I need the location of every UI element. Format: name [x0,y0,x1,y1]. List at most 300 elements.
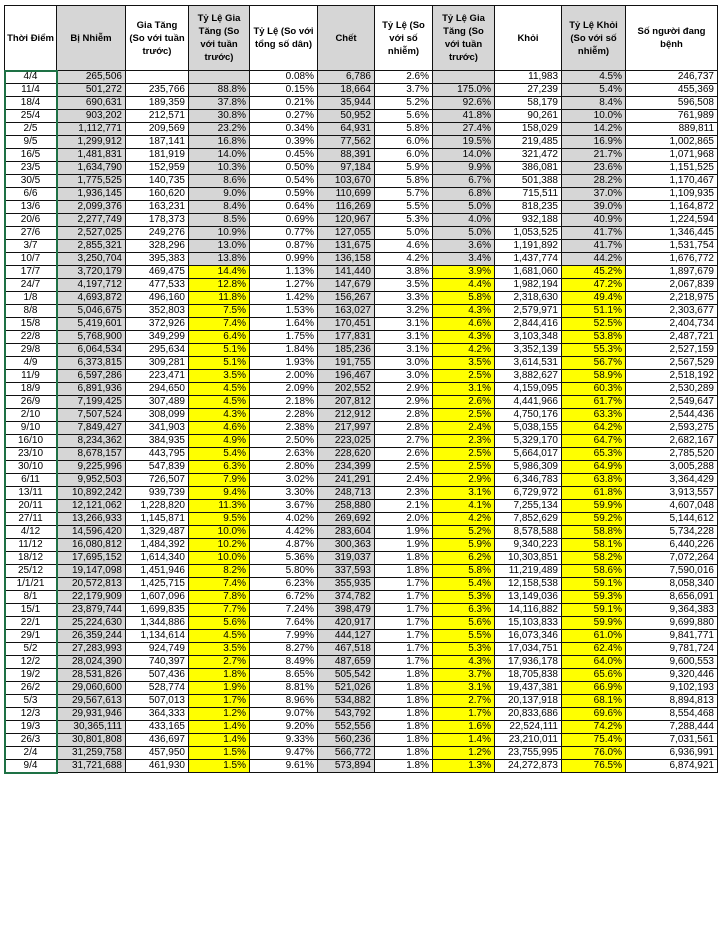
cell-recovered[interactable]: 2,318,630 [495,292,562,305]
cell-deaths[interactable]: 300,363 [318,539,375,552]
cell-increase[interactable]: 352,803 [126,305,189,318]
cell-date[interactable]: 30/10 [5,461,57,474]
cell-active[interactable]: 1,224,594 [626,214,718,227]
cell-date[interactable]: 11/4 [5,84,57,97]
cell-increase[interactable]: 349,299 [126,331,189,344]
cell-recovered[interactable]: 12,158,538 [495,578,562,591]
cell-infected[interactable]: 22,179,909 [57,591,126,604]
cell-pop-pct[interactable]: 6.72% [250,591,318,604]
cell-increase-pct[interactable]: 10.9% [189,227,250,240]
cell-deaths[interactable]: 248,713 [318,487,375,500]
cell-increase[interactable]: 924,749 [126,643,189,656]
cell-date[interactable]: 8/1 [5,591,57,604]
cell-active[interactable]: 9,364,383 [626,604,718,617]
cell-infected[interactable]: 28,024,390 [57,656,126,669]
cell-recovered-pct[interactable]: 14.2% [562,123,626,136]
cell-recovered[interactable]: 17,034,751 [495,643,562,656]
cell-recovered-pct[interactable]: 55.3% [562,344,626,357]
cell-recovered-pct[interactable]: 8.4% [562,97,626,110]
cell-recovered-pct[interactable]: 53.8% [562,331,626,344]
cell-recovered[interactable]: 20,833,686 [495,708,562,721]
header-pop-pct[interactable]: Tỷ Lệ (So với tổng số dân) [250,6,318,71]
cell-increase[interactable]: 364,333 [126,708,189,721]
cell-pop-pct[interactable]: 8.65% [250,669,318,682]
cell-active[interactable]: 2,682,167 [626,435,718,448]
cell-deaths[interactable]: 355,935 [318,578,375,591]
cell-active[interactable]: 596,508 [626,97,718,110]
cell-death-increase-pct[interactable]: 4.0% [433,214,495,227]
cell-recovered-pct[interactable]: 37.0% [562,188,626,201]
cell-date[interactable]: 18/9 [5,383,57,396]
cell-active[interactable]: 4,607,048 [626,500,718,513]
cell-increase-pct[interactable]: 10.3% [189,162,250,175]
cell-pop-pct[interactable]: 2.18% [250,396,318,409]
cell-infected[interactable]: 30,801,808 [57,734,126,747]
cell-date[interactable]: 19/3 [5,721,57,734]
cell-pop-pct[interactable]: 7.64% [250,617,318,630]
cell-active[interactable]: 2,549,647 [626,396,718,409]
cell-infected[interactable]: 903,202 [57,110,126,123]
cell-recovered-pct[interactable]: 49.4% [562,292,626,305]
cell-recovered[interactable]: 13,149,036 [495,591,562,604]
cell-date[interactable]: 26/3 [5,734,57,747]
cell-date[interactable]: 22/1 [5,617,57,630]
cell-active[interactable]: 2,487,721 [626,331,718,344]
cell-death-increase-pct[interactable]: 92.6% [433,97,495,110]
cell-recovered[interactable]: 58,179 [495,97,562,110]
cell-increase-pct[interactable]: 13.8% [189,253,250,266]
cell-pop-pct[interactable]: 8.27% [250,643,318,656]
cell-increase[interactable]: 328,296 [126,240,189,253]
cell-recovered[interactable]: 1,191,892 [495,240,562,253]
cell-infected[interactable]: 1,775,525 [57,175,126,188]
cell-deaths[interactable]: 212,912 [318,409,375,422]
cell-increase-pct[interactable]: 4.5% [189,630,250,643]
cell-active[interactable]: 246,737 [626,71,718,84]
cell-date[interactable]: 2/4 [5,747,57,760]
cell-pop-pct[interactable]: 9.07% [250,708,318,721]
cell-increase[interactable]: 178,373 [126,214,189,227]
cell-date[interactable]: 29/1 [5,630,57,643]
cell-increase-pct[interactable]: 7.7% [189,604,250,617]
cell-increase-pct[interactable]: 5.1% [189,357,250,370]
cell-infected[interactable]: 8,234,362 [57,435,126,448]
cell-deaths[interactable]: 534,882 [318,695,375,708]
cell-pop-pct[interactable]: 4.02% [250,513,318,526]
cell-active[interactable]: 5,144,612 [626,513,718,526]
cell-increase[interactable]: 740,397 [126,656,189,669]
cell-recovered-pct[interactable]: 76.5% [562,760,626,773]
cell-pop-pct[interactable]: 3.67% [250,500,318,513]
cell-recovered-pct[interactable]: 61.8% [562,487,626,500]
cell-infected[interactable]: 6,064,534 [57,344,126,357]
cell-increase-pct[interactable]: 1.4% [189,734,250,747]
cell-increase-pct[interactable]: 11.8% [189,292,250,305]
cell-infected[interactable]: 2,527,025 [57,227,126,240]
cell-infected[interactable]: 3,250,704 [57,253,126,266]
cell-increase-pct[interactable]: 1.2% [189,708,250,721]
cell-increase[interactable]: 308,099 [126,409,189,422]
cell-increase-pct[interactable]: 9.4% [189,487,250,500]
cell-deaths[interactable]: 6,786 [318,71,375,84]
cell-infected[interactable]: 9,952,503 [57,474,126,487]
cell-date[interactable]: 6/11 [5,474,57,487]
cell-increase[interactable]: 469,475 [126,266,189,279]
cell-date[interactable]: 8/8 [5,305,57,318]
cell-deaths[interactable]: 141,440 [318,266,375,279]
cell-recovered[interactable]: 3,352,139 [495,344,562,357]
cell-recovered[interactable]: 8,578,588 [495,526,562,539]
cell-date[interactable]: 4/4 [5,71,57,84]
cell-death-increase-pct[interactable]: 5.3% [433,643,495,656]
cell-infected[interactable]: 1,481,831 [57,149,126,162]
cell-death-pct[interactable]: 1.8% [375,734,433,747]
cell-active[interactable]: 1,531,754 [626,240,718,253]
cell-pop-pct[interactable]: 2.80% [250,461,318,474]
cell-date[interactable]: 6/6 [5,188,57,201]
header-death-pct[interactable]: Tỷ Lệ (So với số nhiễm) [375,6,433,71]
cell-deaths[interactable]: 521,026 [318,682,375,695]
cell-deaths[interactable]: 64,931 [318,123,375,136]
cell-date[interactable]: 12/2 [5,656,57,669]
cell-recovered[interactable]: 19,437,381 [495,682,562,695]
cell-infected[interactable]: 7,507,524 [57,409,126,422]
cell-increase-pct[interactable]: 5.4% [189,448,250,461]
cell-recovered[interactable]: 219,485 [495,136,562,149]
cell-infected[interactable]: 12,121,062 [57,500,126,513]
cell-date[interactable]: 9/10 [5,422,57,435]
cell-death-increase-pct[interactable]: 2.6% [433,396,495,409]
cell-increase[interactable]: 372,926 [126,318,189,331]
cell-date[interactable]: 9/4 [5,760,57,773]
cell-date[interactable]: 26/9 [5,396,57,409]
cell-infected[interactable]: 1,112,771 [57,123,126,136]
cell-death-increase-pct[interactable]: 9.9% [433,162,495,175]
cell-recovered[interactable]: 7,255,134 [495,500,562,513]
cell-increase-pct[interactable]: 37.8% [189,97,250,110]
cell-increase[interactable]: 395,383 [126,253,189,266]
cell-pop-pct[interactable]: 0.54% [250,175,318,188]
cell-death-pct[interactable]: 1.8% [375,695,433,708]
cell-death-increase-pct[interactable]: 5.0% [433,201,495,214]
cell-active[interactable]: 6,874,921 [626,760,718,773]
cell-increase-pct[interactable]: 12.8% [189,279,250,292]
cell-infected[interactable]: 7,849,427 [57,422,126,435]
cell-death-increase-pct[interactable]: 4.1% [433,500,495,513]
cell-death-pct[interactable]: 3.1% [375,344,433,357]
cell-increase[interactable]: 1,228,820 [126,500,189,513]
cell-deaths[interactable]: 116,269 [318,201,375,214]
cell-active[interactable]: 1,346,445 [626,227,718,240]
cell-pop-pct[interactable]: 1.64% [250,318,318,331]
cell-pop-pct[interactable]: 8.49% [250,656,318,669]
cell-deaths[interactable]: 552,556 [318,721,375,734]
cell-death-increase-pct[interactable]: 5.0% [433,227,495,240]
cell-recovered-pct[interactable]: 39.0% [562,201,626,214]
cell-death-increase-pct[interactable]: 6.3% [433,604,495,617]
cell-death-pct[interactable]: 1.8% [375,721,433,734]
header-active[interactable]: Số người đang bệnh [626,6,718,71]
cell-death-pct[interactable]: 3.8% [375,266,433,279]
cell-deaths[interactable]: 223,025 [318,435,375,448]
cell-death-increase-pct[interactable]: 5.9% [433,539,495,552]
cell-deaths[interactable]: 269,692 [318,513,375,526]
cell-pop-pct[interactable]: 0.45% [250,149,318,162]
cell-increase[interactable]: 295,634 [126,344,189,357]
cell-increase-pct[interactable]: 23.2% [189,123,250,136]
cell-active[interactable]: 7,590,016 [626,565,718,578]
cell-death-increase-pct[interactable]: 175.0% [433,84,495,97]
cell-death-pct[interactable]: 1.9% [375,539,433,552]
cell-increase[interactable]: 294,650 [126,383,189,396]
cell-increase-pct[interactable]: 10.0% [189,526,250,539]
cell-recovered-pct[interactable]: 28.2% [562,175,626,188]
cell-date[interactable]: 15/1 [5,604,57,617]
cell-pop-pct[interactable]: 0.69% [250,214,318,227]
cell-increase-pct[interactable]: 8.4% [189,201,250,214]
cell-recovered-pct[interactable]: 61.7% [562,396,626,409]
cell-increase-pct[interactable]: 4.5% [189,396,250,409]
cell-recovered-pct[interactable]: 58.6% [562,565,626,578]
cell-death-increase-pct[interactable]: 5.3% [433,591,495,604]
cell-active[interactable]: 1,897,679 [626,266,718,279]
cell-active[interactable]: 9,781,724 [626,643,718,656]
cell-increase[interactable]: 187,141 [126,136,189,149]
cell-increase[interactable]: 163,231 [126,201,189,214]
cell-death-increase-pct[interactable]: 4.3% [433,331,495,344]
cell-pop-pct[interactable]: 0.50% [250,162,318,175]
cell-infected[interactable]: 13,266,933 [57,513,126,526]
cell-infected[interactable]: 1,936,145 [57,188,126,201]
cell-recovered[interactable]: 2,579,971 [495,305,562,318]
cell-pop-pct[interactable]: 2.28% [250,409,318,422]
cell-increase[interactable]: 307,489 [126,396,189,409]
cell-date[interactable]: 24/7 [5,279,57,292]
cell-deaths[interactable]: 560,236 [318,734,375,747]
cell-pop-pct[interactable]: 0.59% [250,188,318,201]
cell-death-pct[interactable]: 2.8% [375,409,433,422]
cell-death-pct[interactable]: 3.5% [375,279,433,292]
cell-date[interactable]: 19/2 [5,669,57,682]
cell-increase[interactable]: 1,614,340 [126,552,189,565]
cell-date[interactable]: 15/8 [5,318,57,331]
cell-death-pct[interactable]: 1.8% [375,669,433,682]
cell-recovered-pct[interactable]: 58.1% [562,539,626,552]
cell-recovered-pct[interactable]: 63.3% [562,409,626,422]
cell-death-increase-pct[interactable]: 3.1% [433,682,495,695]
cell-death-increase-pct[interactable]: 3.7% [433,669,495,682]
cell-deaths[interactable]: 258,880 [318,500,375,513]
cell-infected[interactable]: 30,365,111 [57,721,126,734]
cell-increase[interactable]: 1,451,946 [126,565,189,578]
cell-infected[interactable]: 17,695,152 [57,552,126,565]
cell-active[interactable]: 1,170,467 [626,175,718,188]
cell-pop-pct[interactable]: 2.50% [250,435,318,448]
cell-increase-pct[interactable]: 11.3% [189,500,250,513]
cell-active[interactable]: 1,071,968 [626,149,718,162]
cell-death-increase-pct[interactable]: 4.3% [433,656,495,669]
cell-recovered[interactable]: 7,852,629 [495,513,562,526]
cell-date[interactable]: 18/4 [5,97,57,110]
cell-pop-pct[interactable]: 2.38% [250,422,318,435]
cell-date[interactable]: 23/10 [5,448,57,461]
cell-date[interactable]: 4/9 [5,357,57,370]
cell-recovered[interactable]: 10,303,851 [495,552,562,565]
cell-deaths[interactable]: 398,479 [318,604,375,617]
cell-date[interactable]: 20/6 [5,214,57,227]
cell-increase[interactable]: 1,344,886 [126,617,189,630]
cell-death-pct[interactable]: 3.3% [375,292,433,305]
cell-deaths[interactable]: 228,620 [318,448,375,461]
cell-increase[interactable]: 433,165 [126,721,189,734]
cell-death-increase-pct[interactable]: 2.5% [433,448,495,461]
cell-death-pct[interactable]: 1.7% [375,630,433,643]
cell-infected[interactable]: 29,060,600 [57,682,126,695]
cell-death-pct[interactable]: 1.8% [375,747,433,760]
cell-death-pct[interactable]: 1.9% [375,526,433,539]
cell-pop-pct[interactable]: 7.99% [250,630,318,643]
cell-deaths[interactable]: 88,391 [318,149,375,162]
cell-increase[interactable]: 189,359 [126,97,189,110]
cell-recovered-pct[interactable]: 74.2% [562,721,626,734]
cell-infected[interactable]: 26,359,244 [57,630,126,643]
cell-recovered[interactable]: 11,219,489 [495,565,562,578]
cell-recovered-pct[interactable]: 16.9% [562,136,626,149]
cell-infected[interactable]: 6,891,936 [57,383,126,396]
cell-active[interactable]: 889,811 [626,123,718,136]
cell-recovered-pct[interactable]: 41.7% [562,227,626,240]
cell-increase-pct[interactable]: 7.4% [189,318,250,331]
cell-date[interactable]: 13/6 [5,201,57,214]
cell-increase[interactable]: 496,160 [126,292,189,305]
cell-date[interactable]: 29/8 [5,344,57,357]
cell-active[interactable]: 3,913,557 [626,487,718,500]
cell-recovered-pct[interactable]: 75.4% [562,734,626,747]
cell-deaths[interactable]: 337,593 [318,565,375,578]
cell-pop-pct[interactable]: 3.30% [250,487,318,500]
cell-death-increase-pct[interactable]: 5.4% [433,578,495,591]
cell-recovered[interactable]: 90,261 [495,110,562,123]
cell-death-pct[interactable]: 2.7% [375,435,433,448]
cell-infected[interactable]: 1,634,790 [57,162,126,175]
cell-increase[interactable]: 436,697 [126,734,189,747]
cell-date[interactable]: 25/4 [5,110,57,123]
cell-active[interactable]: 9,699,880 [626,617,718,630]
cell-active[interactable]: 8,656,091 [626,591,718,604]
cell-recovered[interactable]: 1,437,774 [495,253,562,266]
cell-increase-pct[interactable]: 1.4% [189,721,250,734]
cell-pop-pct[interactable]: 2.09% [250,383,318,396]
cell-deaths[interactable]: 566,772 [318,747,375,760]
cell-deaths[interactable]: 18,664 [318,84,375,97]
cell-recovered-pct[interactable]: 61.0% [562,630,626,643]
cell-increase-pct[interactable]: 4.3% [189,409,250,422]
cell-recovered[interactable]: 501,388 [495,175,562,188]
cell-recovered-pct[interactable]: 21.7% [562,149,626,162]
cell-recovered-pct[interactable]: 64.2% [562,422,626,435]
cell-pop-pct[interactable]: 9.47% [250,747,318,760]
cell-death-increase-pct[interactable]: 4.2% [433,513,495,526]
header-increase-pct[interactable]: Tỷ Lệ Gia Tăng (So với tuần trước) [189,6,250,71]
cell-increase[interactable]: 1,134,614 [126,630,189,643]
cell-pop-pct[interactable]: 0.87% [250,240,318,253]
cell-infected[interactable]: 7,199,425 [57,396,126,409]
cell-recovered[interactable]: 16,073,346 [495,630,562,643]
cell-active[interactable]: 2,303,677 [626,305,718,318]
header-infected[interactable]: Bị Nhiễm [57,6,126,71]
cell-deaths[interactable]: 163,027 [318,305,375,318]
cell-active[interactable]: 2,544,436 [626,409,718,422]
cell-increase[interactable]: 1,699,835 [126,604,189,617]
header-increase[interactable]: Gia Tăng (So với tuần trước) [126,6,189,71]
cell-active[interactable]: 7,288,444 [626,721,718,734]
cell-active[interactable]: 1,151,525 [626,162,718,175]
cell-recovered[interactable]: 17,936,178 [495,656,562,669]
cell-date[interactable]: 27/11 [5,513,57,526]
cell-recovered[interactable]: 3,103,348 [495,331,562,344]
cell-increase[interactable]: 1,425,715 [126,578,189,591]
cell-active[interactable]: 2,518,192 [626,370,718,383]
cell-infected[interactable]: 690,631 [57,97,126,110]
cell-date[interactable]: 20/11 [5,500,57,513]
cell-increase-pct[interactable]: 1.8% [189,669,250,682]
cell-recovered[interactable]: 5,329,170 [495,435,562,448]
cell-date[interactable]: 5/2 [5,643,57,656]
cell-recovered-pct[interactable]: 58.8% [562,526,626,539]
cell-active[interactable]: 2,404,734 [626,318,718,331]
cell-death-pct[interactable]: 4.6% [375,240,433,253]
cell-death-pct[interactable]: 5.3% [375,214,433,227]
cell-infected[interactable]: 29,567,613 [57,695,126,708]
cell-death-increase-pct[interactable]: 3.9% [433,266,495,279]
cell-death-increase-pct[interactable]: 5.8% [433,292,495,305]
cell-death-increase-pct[interactable]: 3.6% [433,240,495,253]
cell-death-pct[interactable]: 2.6% [375,448,433,461]
cell-active[interactable]: 8,554,468 [626,708,718,721]
cell-increase-pct[interactable]: 3.5% [189,370,250,383]
cell-active[interactable]: 6,440,226 [626,539,718,552]
cell-recovered[interactable]: 14,116,882 [495,604,562,617]
cell-recovered-pct[interactable]: 5.4% [562,84,626,97]
cell-increase-pct[interactable]: 7.5% [189,305,250,318]
cell-date[interactable]: 16/5 [5,149,57,162]
cell-deaths[interactable]: 319,037 [318,552,375,565]
cell-increase[interactable]: 547,839 [126,461,189,474]
cell-active[interactable]: 5,734,228 [626,526,718,539]
cell-pop-pct[interactable]: 0.27% [250,110,318,123]
cell-death-increase-pct[interactable]: 6.2% [433,552,495,565]
cell-death-pct[interactable]: 2.3% [375,487,433,500]
cell-increase-pct[interactable]: 4.9% [189,435,250,448]
cell-date[interactable]: 17/7 [5,266,57,279]
cell-death-pct[interactable]: 2.5% [375,461,433,474]
cell-increase-pct[interactable]: 1.7% [189,695,250,708]
cell-increase[interactable]: 209,569 [126,123,189,136]
cell-recovered-pct[interactable]: 69.6% [562,708,626,721]
cell-active[interactable]: 2,785,520 [626,448,718,461]
cell-increase-pct[interactable]: 6.4% [189,331,250,344]
cell-death-increase-pct[interactable]: 3.1% [433,383,495,396]
cell-deaths[interactable]: 196,467 [318,370,375,383]
cell-active[interactable]: 2,567,529 [626,357,718,370]
cell-death-pct[interactable]: 5.6% [375,110,433,123]
cell-increase[interactable]: 507,436 [126,669,189,682]
cell-date[interactable]: 12/3 [5,708,57,721]
cell-recovered-pct[interactable]: 41.7% [562,240,626,253]
cell-recovered-pct[interactable]: 59.9% [562,500,626,513]
cell-date[interactable]: 1/1/21 [5,578,57,591]
cell-increase[interactable]: 384,935 [126,435,189,448]
